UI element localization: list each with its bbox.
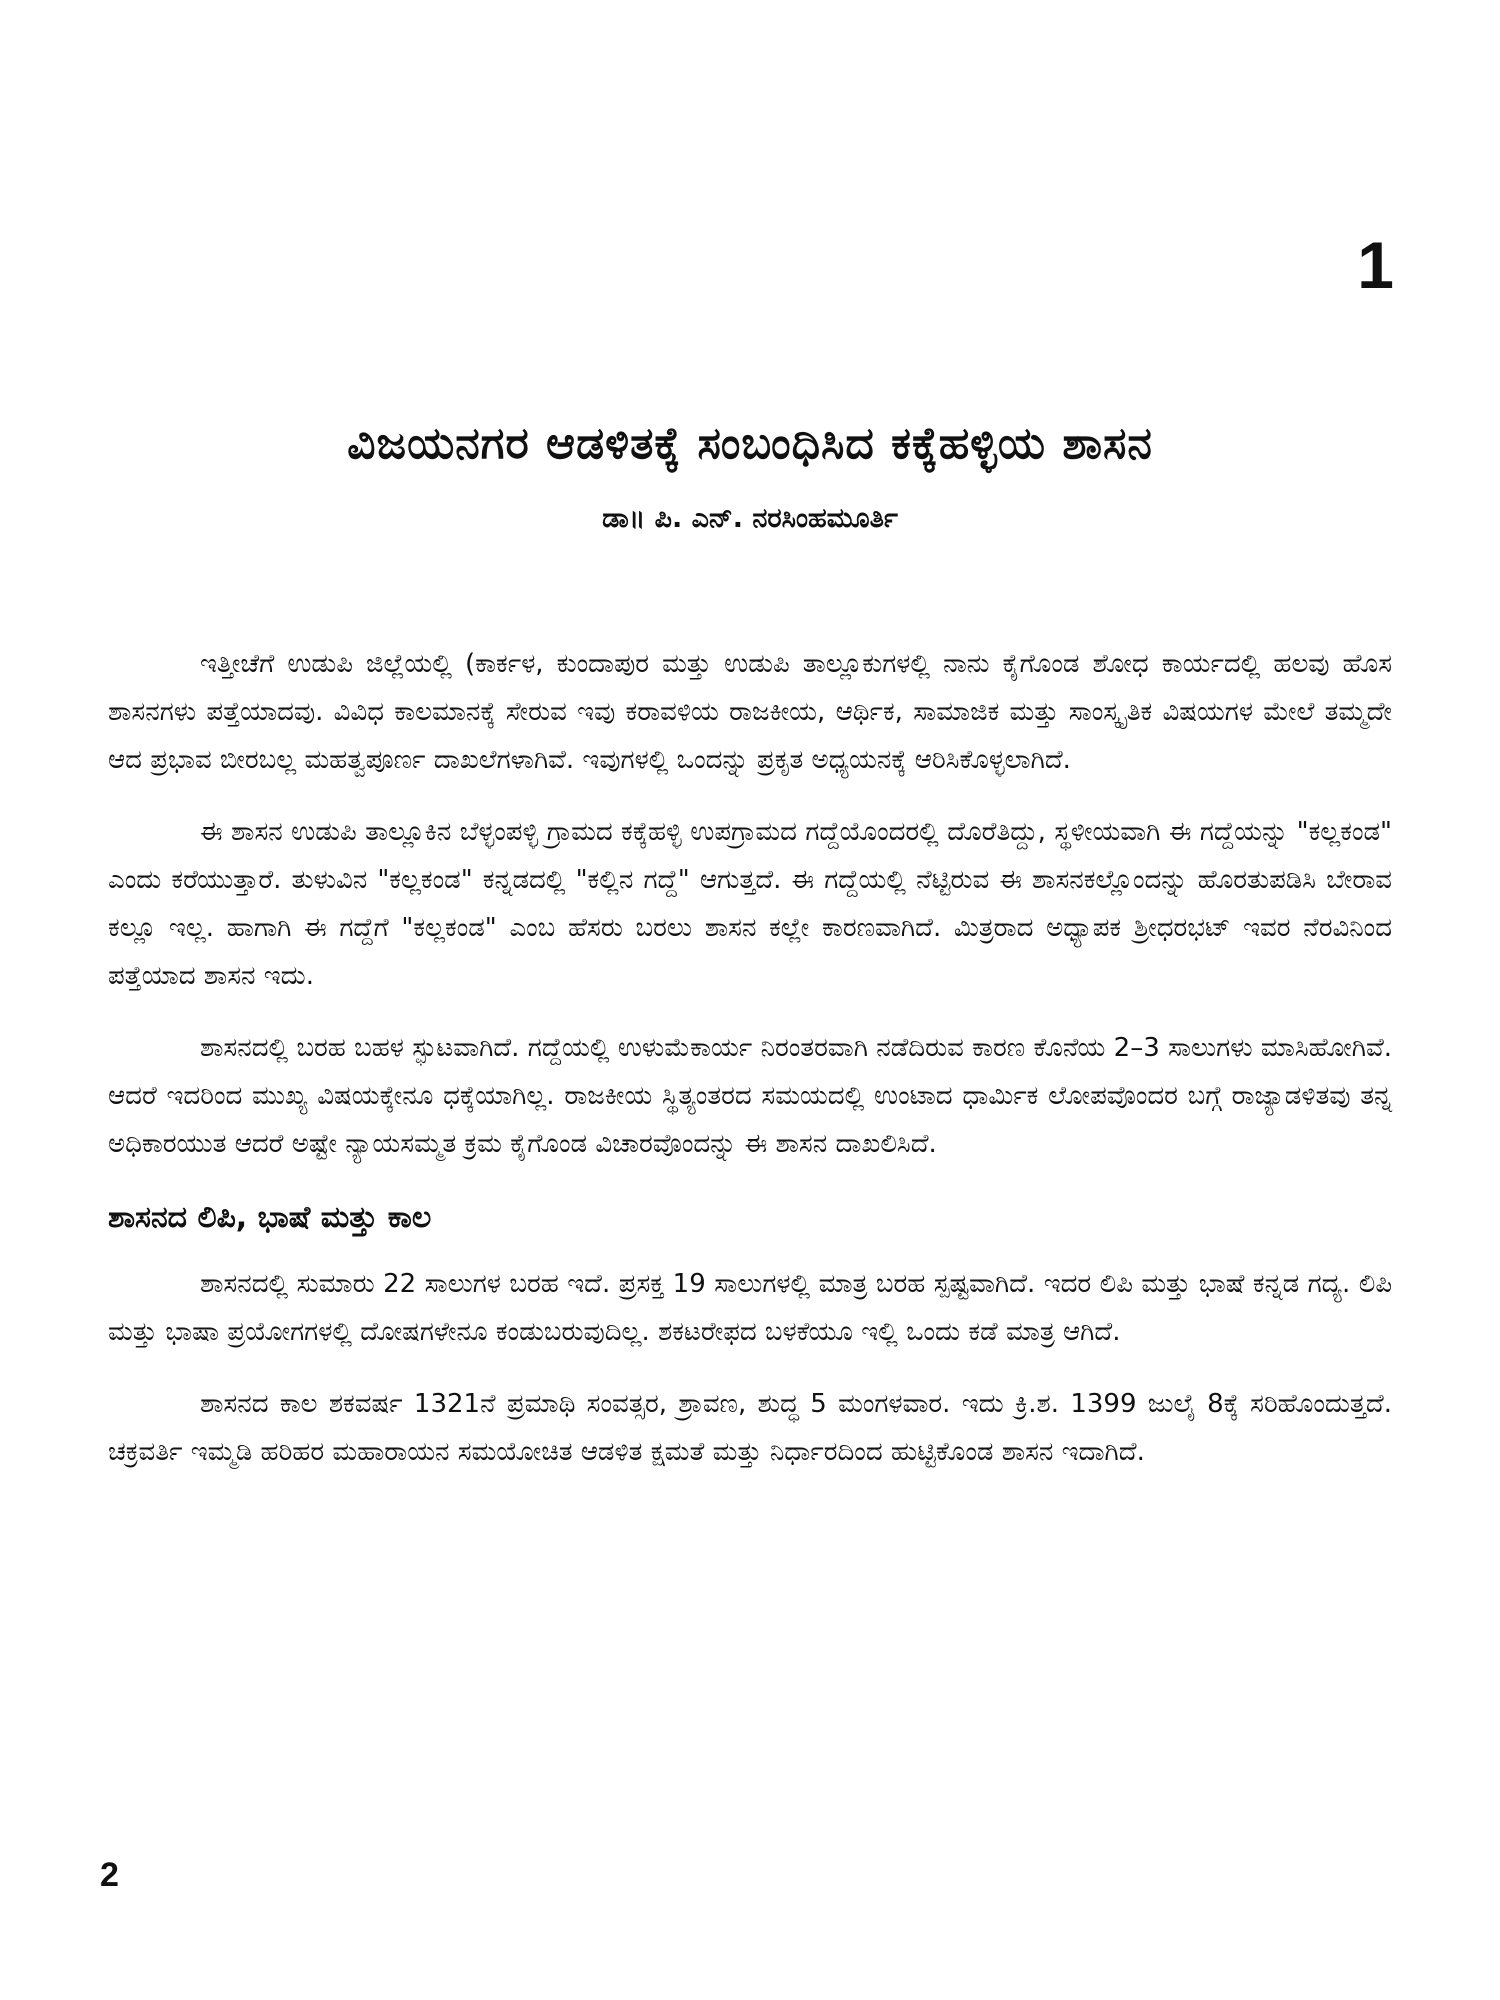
paragraph: ಶಾಸನದಲ್ಲಿ ಬರಹ ಬಹಳ ಸ್ಫುಟವಾಗಿದೆ. ಗದ್ದೆಯಲ್ಲಿ ಉಳುಮೆಕಾರ್ಯ ನಿರಂತರವಾಗಿ ನಡೆದಿರುವ ಕಾರಣ ಕೊನೆಯ 2–3 ಸಾಲುಗಳು ಮಾಸಿಹೋಗಿವೆ. ಆದರೆ ಇದರಿಂದ ಮುಖ್ಯ ವಿಷಯಕ್ಕೇನೂ ಧಕ್ಕೆಯಾಗಿಲ್ಲ. ರಾಜಕೀಯ ಸ್ಥಿತ್ಯಂತರದ ಸಮಯದಲ್ಲಿ ಉಂಟಾದ ಧಾರ್ಮಿಕ ಲೋಪವೊಂದರ ಬಗ್ಗೆ ರಾಜ್ಯಾಡಳಿತವು ತನ್ನ ಅಧಿಕಾರಯುತ ಆದರೆ ಅಷ್ಟೇ ನ್ಯಾಯಸಮ್ಮತ ಕ್ರಮ ಕೈಗೊಂಡ ವಿಚಾರವೊಂದನ್ನು ಈ ಶಾಸನ ದಾಖಲಿಸಿದೆ. [108,1033,1392,1159]
page-title: ವಿಜಯನಗರ ಆಡಳಿತಕ್ಕೆ ಸಂಬಂಧಿಸಿದ ಕಕ್ಕೆಹಳ್ಳಿಯ ಶಾಸನ [347,418,1153,469]
paragraph: ಶಾಸನದ ಕಾಲ ಶಕವರ್ಷ 1321ನೆ ಪ್ರಮಾಥಿ ಸಂವತ್ಸರ, ಶ್ರಾವಣ, ಶುದ್ಧ 5 ಮಂಗಳವಾರ. ಇದು ಕ್ರಿ.ಶ. 1399 ಜುಲೈ 8ಕ್ಕೆ ಸರಿಹೊಂದುತ್ತದೆ. ಚಕ್ರವರ್ತಿ ಇಮ್ಮಡಿ ಹರಿಹರ ಮಹಾರಾಯನ ಸಮಯೋಚಿತ ಆಡಳಿತ ಕ್ಷಮತೆ ಮತ್ತು ನಿರ್ಧಾರದಿಂದ ಹುಟ್ಟಿಕೊಂಡ ಶಾಸನ ಇದಾಗಿದೆ. [108,1389,1392,1467]
body-text [108,640,1392,1500]
author-name: ಡಾ॥ ಪಿ. ಎನ್. ನರಸಿಂಹಮೂರ್ತಿ [602,503,898,534]
paragraph: ಇತ್ತೀಚೆಗೆ ಉಡುಪಿ ಜಿಲ್ಲೆಯಲ್ಲಿ (ಕಾರ್ಕಳ, ಕುಂದಾಪುರ ಮತ್ತು ಉಡುಪಿ ತಾಲ್ಲೂಕುಗಳಲ್ಲಿ ನಾನು ಕೈಗೊಂಡ ಶೋಧ ಕಾರ್ಯದಲ್ಲಿ ಹಲವು ಹೊಸ ಶಾಸನಗಳು ಪತ್ತೆಯಾದವು. ವಿವಿಧ ಕಾಲಮಾನಕ್ಕೆ ಸೇರುವ ಇವು ಕರಾವಳಿಯ ರಾಜಕೀಯ, ಆರ್ಥಿಕ, ಸಾಮಾಜಿಕ ಮತ್ತು ಸಾಂಸ್ಕೃತಿಕ ವಿಷಯಗಳ ಮೇಲೆ ತಮ್ಮದೇ ಆದ ಪ್ರಭಾವ ಬೀರಬಲ್ಲ ಮಹತ್ವಪೂರ್ಣ ದಾಖಲೆಗಳಾಗಿವೆ. ಇವುಗಳಲ್ಲಿ ಒಂದನ್ನು ಪ್ರಕೃತ ಅಧ್ಯಯನಕ್ಕೆ ಆರಿಸಿಕೊಳ್ಳಲಾಗಿದೆ. [108,649,1392,775]
chapter-number: 1 [1357,228,1394,302]
page-number: 2 [100,1856,119,1894]
section-heading: ಶಾಸನದ ಲಿಪಿ, ಭಾಷೆ ಮತ್ತು ಕಾಲ [108,1200,432,1235]
paragraph: ಶಾಸನದಲ್ಲಿ ಸುಮಾರು 22 ಸಾಲುಗಳ ಬರಹ ಇದೆ. ಪ್ರಸಕ್ತ 19 ಸಾಲುಗಳಲ್ಲಿ ಮಾತ್ರ ಬರಹ ಸ್ಪಷ್ಟವಾಗಿದೆ. ಇದರ ಲಿಪಿ ಮತ್ತು ಭಾಷೆ ಕನ್ನಡ ಗದ್ಯ. ಲಿಪಿ ಮತ್ತು ಭಾಷಾ ಪ್ರಯೋಗಗಳಲ್ಲಿ ದೋಷಗಳೇನೂ ಕಂಡುಬರುವುದಿಲ್ಲ. ಶಕಟರೇಫದ ಬಳಕೆಯೂ ಇಲ್ಲಿ ಒಂದು ಕಡೆ ಮಾತ್ರ ಆಗಿದೆ. [108,1269,1392,1347]
paragraph: ಈ ಶಾಸನ ಉಡುಪಿ ತಾಲ್ಲೂಕಿನ ಬೆಳ್ಳಂಪಳ್ಳಿ ಗ್ರಾಮದ ಕಕ್ಕೆಹಳ್ಳಿ ಉಪಗ್ರಾಮದ ಗದ್ದೆಯೊಂದರಲ್ಲಿ ದೊರೆತಿದ್ದು, ಸ್ಥಳೀಯವಾಗಿ ಈ ಗದ್ದೆಯನ್ನು "ಕಲ್ಲಕಂಡ" ಎಂದು ಕರೆಯುತ್ತಾರೆ. ತುಳುವಿನ "ಕಲ್ಲಕಂಡ" ಕನ್ನಡದಲ್ಲಿ "ಕಲ್ಲಿನ ಗದ್ದೆ" ಆಗುತ್ತದೆ. ಈ ಗದ್ದೆಯಲ್ಲಿ ನೆಟ್ಟಿರುವ ಈ ಶಾಸನಕಲ್ಲೊಂದನ್ನು ಹೊರತುಪಡಿಸಿ ಬೇರಾವ ಕಲ್ಲೂ ಇಲ್ಲ. ಹಾಗಾಗಿ ಈ ಗದ್ದೆಗೆ "ಕಲ್ಲಕಂಡ" ಎಂಬ ಹೆಸರು ಬರಲು ಶಾಸನ ಕಲ್ಲೇ ಕಾರಣವಾಗಿದೆ. ಮಿತ್ರರಾದ ಅಧ್ಯಾಪಕ ಶ್ರೀಧರಭಟ್ ಇವರ ನೆರವಿನಿಂದ ಪತ್ತೆಯಾದ ಶಾಸನ ಇದು. [108,817,1392,991]
